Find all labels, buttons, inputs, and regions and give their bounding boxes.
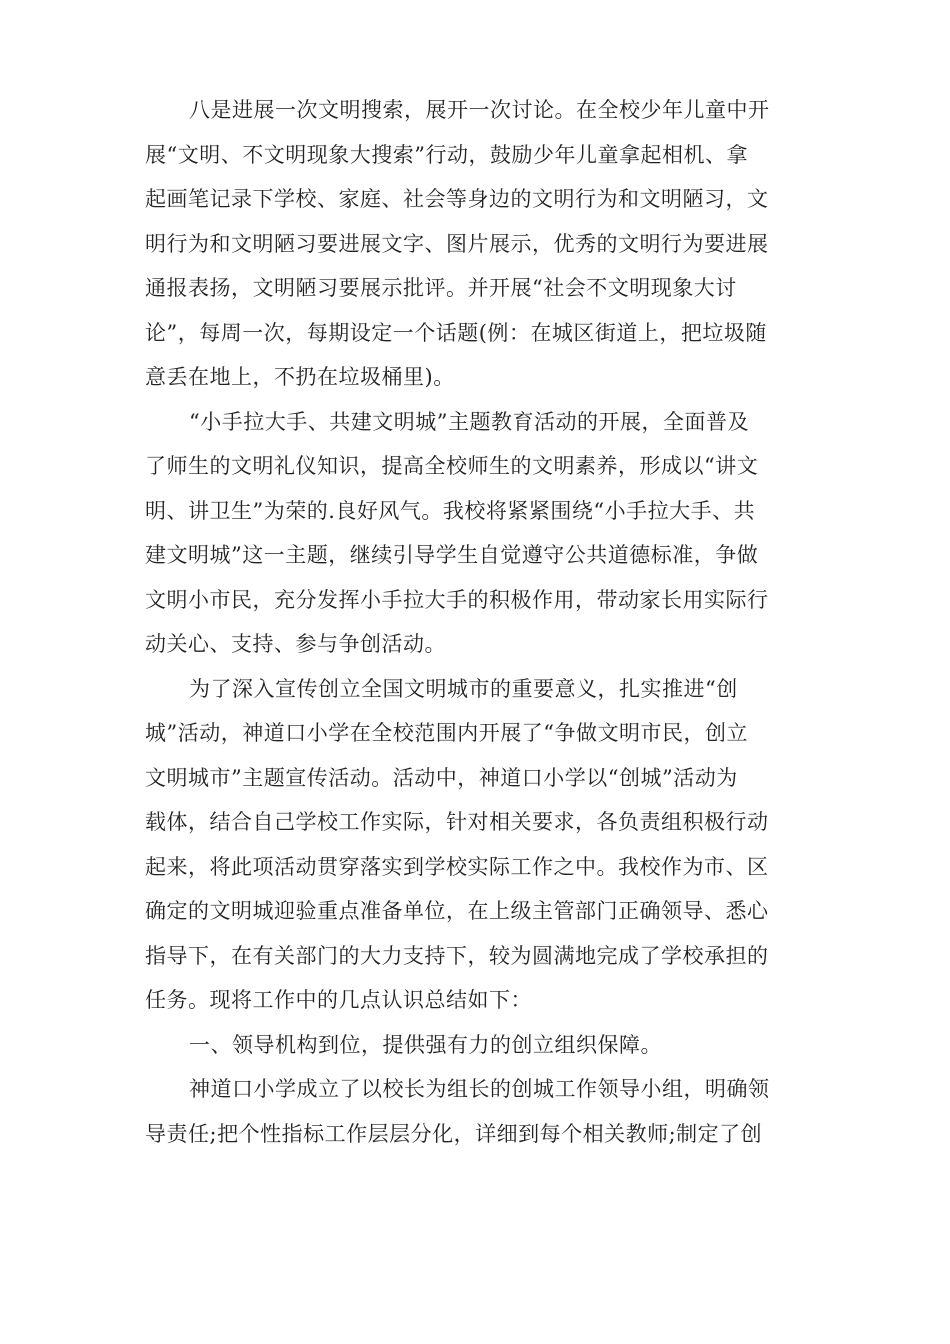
text-line: 导责任;把个性指标工作层层分化，详细到每个相关教师;制定了创 (145, 1121, 763, 1146)
text-line: 文明城市”主题宣传活动。活动中，神道口小学以“创城”活动为 (145, 765, 738, 790)
text-line: 一、领导机构到位，提供强有力的创立组织保障。 (189, 1032, 662, 1057)
text-line: 文明小市民，充分发挥小手拉大手的积极作用，带动家长用实际行 (145, 587, 769, 612)
text-line: 起来，将此项活动贯穿落实到学校实际工作之中。我校作为市、区 (145, 854, 769, 879)
text-line: 确定的文明城迎验重点准备单位，在上级主管部门正确领导、悉心 (145, 899, 769, 923)
text-line: 通报表扬，文明陋习要展示批评。并开展“社会不文明现象大讨 (145, 276, 737, 300)
text-line: 神道口小学成立了以校长为组长的创城工作领导小组，明确领 (189, 1077, 770, 1101)
text-line: 明、讲卫生”为荣的.良好风气。我校将紧紧围绕“小手拉大手、共 (145, 498, 756, 523)
text-line: 意丢在地上，不扔在垃圾桶里)。 (145, 365, 455, 389)
text-line: 建文明城”这一主题，继续引导学生自觉遵守公共道德标准，争做 (145, 543, 759, 567)
text-line: 任务。现将工作中的几点认识总结如下： (145, 988, 532, 1012)
text-line: 城”活动，神道口小学在全校范围内开展了“争做文明市民，创立 (145, 721, 748, 745)
text-line: 载体，结合自己学校工作实际，针对相关要求，各负责组积极行动 (145, 810, 769, 834)
text-line: 了师生的文明礼仪知识，提高全校师生的文明素养，形成以“讲文 (145, 454, 759, 478)
text-line: 论”，每周一次，每期设定一个话题(例：在城区街道上，把垃圾随 (145, 320, 767, 345)
text-line: 起画笔记录下学校、家庭、社会等身边的文明行为和文明陋习，文 (145, 187, 769, 211)
text-line: 动关心、支持、参与争创活动。 (145, 632, 446, 656)
document-body (145, 88, 807, 1156)
text-line: 明行为和文明陋习要进展文字、图片展示，优秀的文明行为要进展 (145, 231, 769, 256)
text-line: 展“文明、不文明现象大搜索”行动，鼓励少年儿童拿起相机、拿 (145, 142, 748, 167)
text-line: “小手拉大手、共建文明城”主题教育活动的开展，全面普及 (189, 409, 749, 434)
text-line: 八是进展一次文明搜索，展开一次讨论。在全校少年儿童中开 (189, 98, 770, 122)
text-line: 为了深入宣传创立全国文明城市的重要意义，扎实推进“创 (189, 676, 738, 701)
text-line: 指导下，在有关部门的大力支持下，较为圆满地完成了学校承担的 (145, 943, 769, 968)
